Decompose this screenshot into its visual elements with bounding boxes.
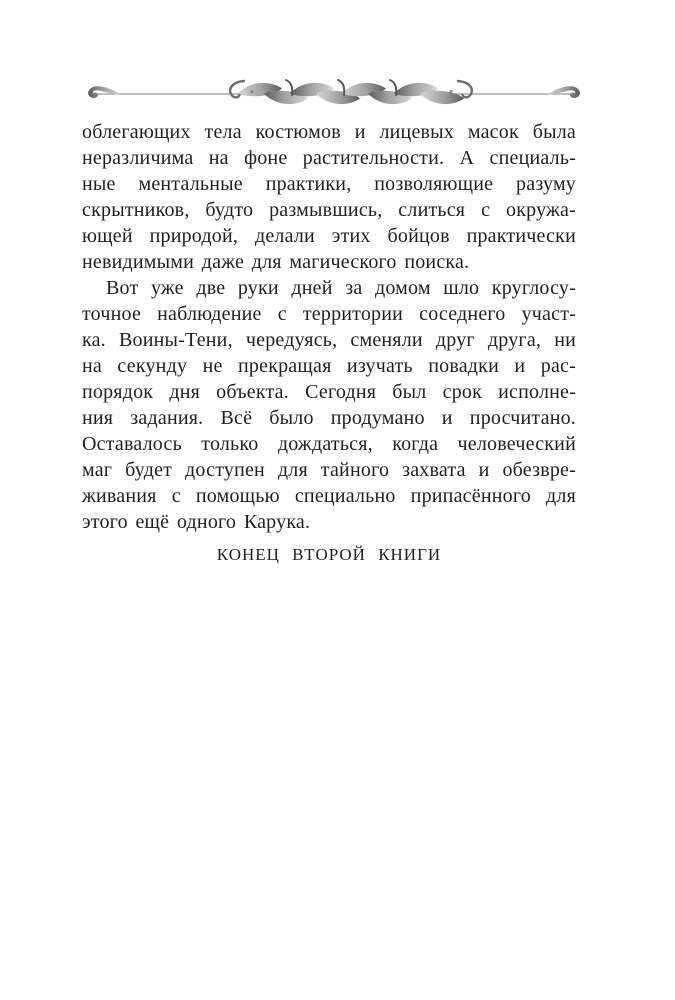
text-line: ные ментальные практики, позволяющие разуму (82, 173, 576, 195)
text-line: этого ещё одного Карука. (82, 511, 311, 533)
ornament-dot-left (250, 90, 253, 93)
text-line: Вот уже две руки дней за домом шло круглосу- (106, 277, 576, 299)
text-line: облегающих тела костюмов и лицевых масок была (82, 121, 576, 143)
text-line: живания с помощью специально припасённого для (82, 485, 576, 507)
text-line: на секунду не прекращая изучать повадки и рас- (82, 355, 576, 377)
ornament-left-bracket (230, 81, 244, 97)
text-line: ния задания. Всё было продумано и просчитано. (82, 407, 576, 429)
text-block (82, 119, 576, 535)
ornament-right-bracket (458, 81, 472, 97)
text-line: Оставалось только дождаться, когда человеческий (82, 433, 576, 455)
text-line: порядок дня объекта. Сегодня был срок исполне- (82, 381, 576, 403)
text-line: скрытников, будто размывшись, слиться с окружа- (82, 199, 576, 221)
ornament-dot-right (449, 90, 452, 93)
ornament-left-curl (88, 86, 121, 98)
paragraph (82, 275, 576, 535)
text-line: ющей природой, делали этих бойцов практически (82, 225, 576, 247)
ornament-leaf-braid (238, 83, 464, 104)
text-line: ка. Воины-Тени, чередуясь, сменяли друг друга, ни (82, 329, 576, 351)
header-flourish-ornament (0, 74, 675, 118)
text-line: неразличима на фоне растительности. А специаль- (82, 147, 576, 169)
ornament-right-curl (547, 86, 580, 98)
paragraph (82, 119, 576, 275)
text-line: точное наблюдение с территории соседнего участ- (82, 303, 576, 325)
end-of-book-note: КОНЕЦ ВТОРОЙ КНИГИ (216, 545, 442, 564)
text-line: маг будет доступен для тайного захвата и обезвре- (82, 459, 576, 481)
text-line: невидимыми даже для магического поиска. (82, 251, 470, 273)
